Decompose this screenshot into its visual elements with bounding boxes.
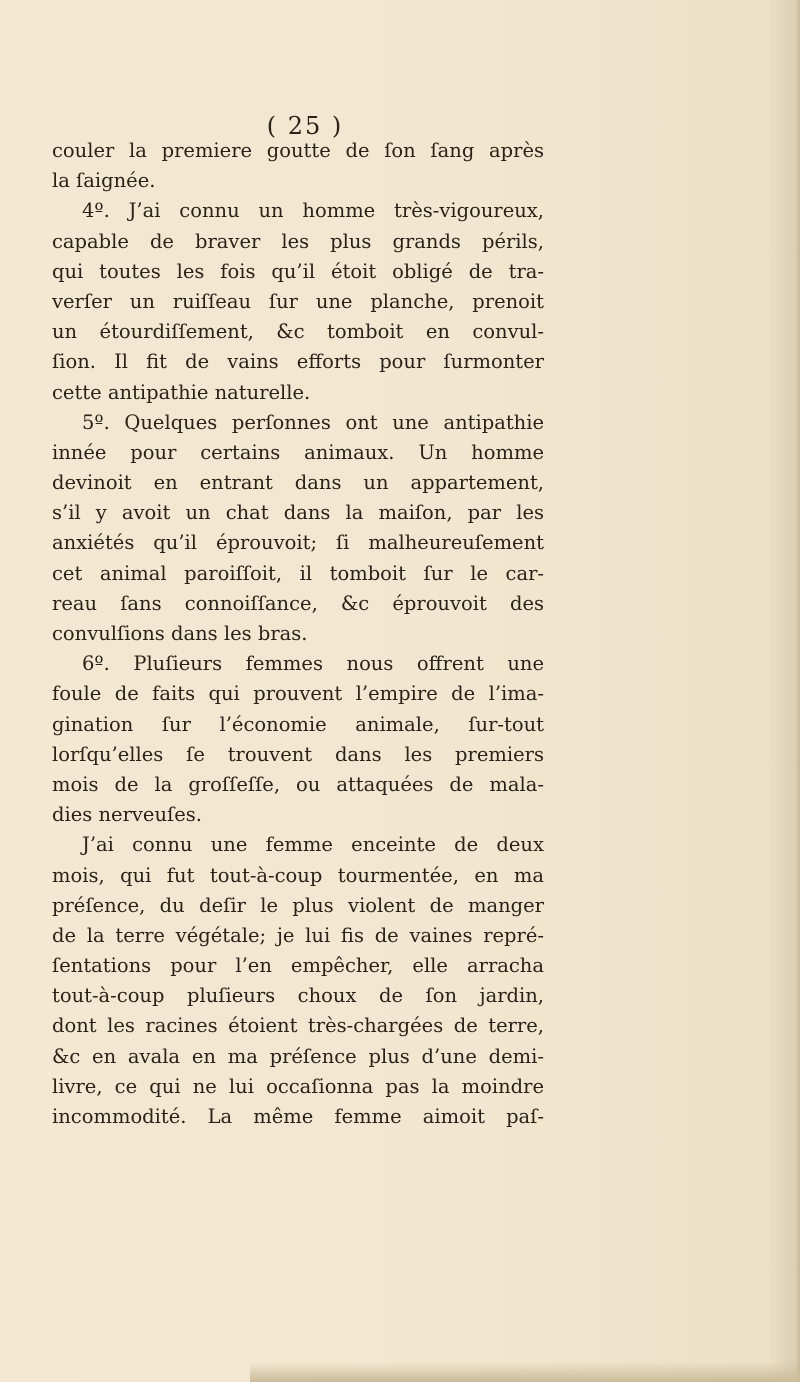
text-line: devinoit en entrant dans un appartement, <box>52 471 544 495</box>
text-line: lorſqu’elles ſe trouvent dans les premiers <box>52 742 544 766</box>
text-line: innée pour certains animaux. Un homme <box>52 440 544 464</box>
text-line: ſion. Il fit de vains efforts pour ſurmonter <box>52 350 544 374</box>
text-line: de la terre végétale; je lui fis de vaines repré- <box>52 923 544 947</box>
text-line: mois, qui fut tout-à-coup tourmentée, en ma <box>52 863 544 887</box>
text-line: cette antipathie naturelle. <box>52 380 311 404</box>
text-line: ſentations pour l’en empêcher, elle arracha <box>52 954 544 978</box>
text-line: dont les racines étoient très-chargées de terre, <box>52 1014 544 1038</box>
text-line: un étourdiſſement, &c tomboit en convul- <box>52 320 544 344</box>
text-line: 5º. Quelques perſonnes ont une antipathie <box>82 410 544 434</box>
page-edge-bottom <box>250 1362 800 1382</box>
text-line: incommodité. La même femme aimoit paſ- <box>52 1105 544 1128</box>
text-line: 4º. J’ai connu un homme très-vigoureux, <box>82 199 544 223</box>
page-number: ( 25 ) <box>266 112 344 140</box>
text-line: verſer un ruiſſeau ſur une planche, prenoit <box>52 289 544 313</box>
text-line: convulſions dans les bras. <box>52 622 308 645</box>
text-line: capable de braver les plus grands périls, <box>52 229 544 253</box>
text-line: tout-à-coup pluſieurs choux de ſon jardin, <box>52 984 544 1008</box>
body-text <box>52 136 544 1132</box>
text-line: gination ſur l’économie animale, ſur-tout <box>52 712 544 736</box>
text-line: dies nerveuſes. <box>52 803 202 827</box>
text-line: 6º. Pluſieurs femmes nous offrent une <box>82 652 544 676</box>
text-line: la ſaignée. <box>52 169 156 193</box>
text-line: foule de faits qui prouvent l’empire de l’ima- <box>52 682 544 706</box>
text-line: qui toutes les fois qu’il étoit obligé de tra- <box>52 259 544 283</box>
text-line: préſence, du deſir le plus violent de manger <box>52 893 544 917</box>
text-line: J’ai connu une femme enceinte de deux <box>82 833 544 857</box>
text-line: &c en avala en ma préſence plus d’une demi- <box>52 1044 544 1068</box>
text-line: s’il y avoit un chat dans la maiſon, par les <box>52 501 544 525</box>
text-line: couler la premiere goutte de ſon ſang après <box>52 139 544 162</box>
text-line: livre, ce qui ne lui occaſionna pas la moindre <box>52 1074 544 1098</box>
page-edge-right <box>794 0 800 1382</box>
text-line: cet animal paroiſſoit, il tomboit ſur le car- <box>52 561 544 585</box>
text-line: reau ſans connoiſſance, &c éprouvoit des <box>52 591 544 615</box>
text-line: mois de la groſſeſſe, ou attaquées de mala- <box>52 772 544 796</box>
text-line: anxiétés qu’il éprouvoit; ſi malheureuſement <box>52 531 544 555</box>
